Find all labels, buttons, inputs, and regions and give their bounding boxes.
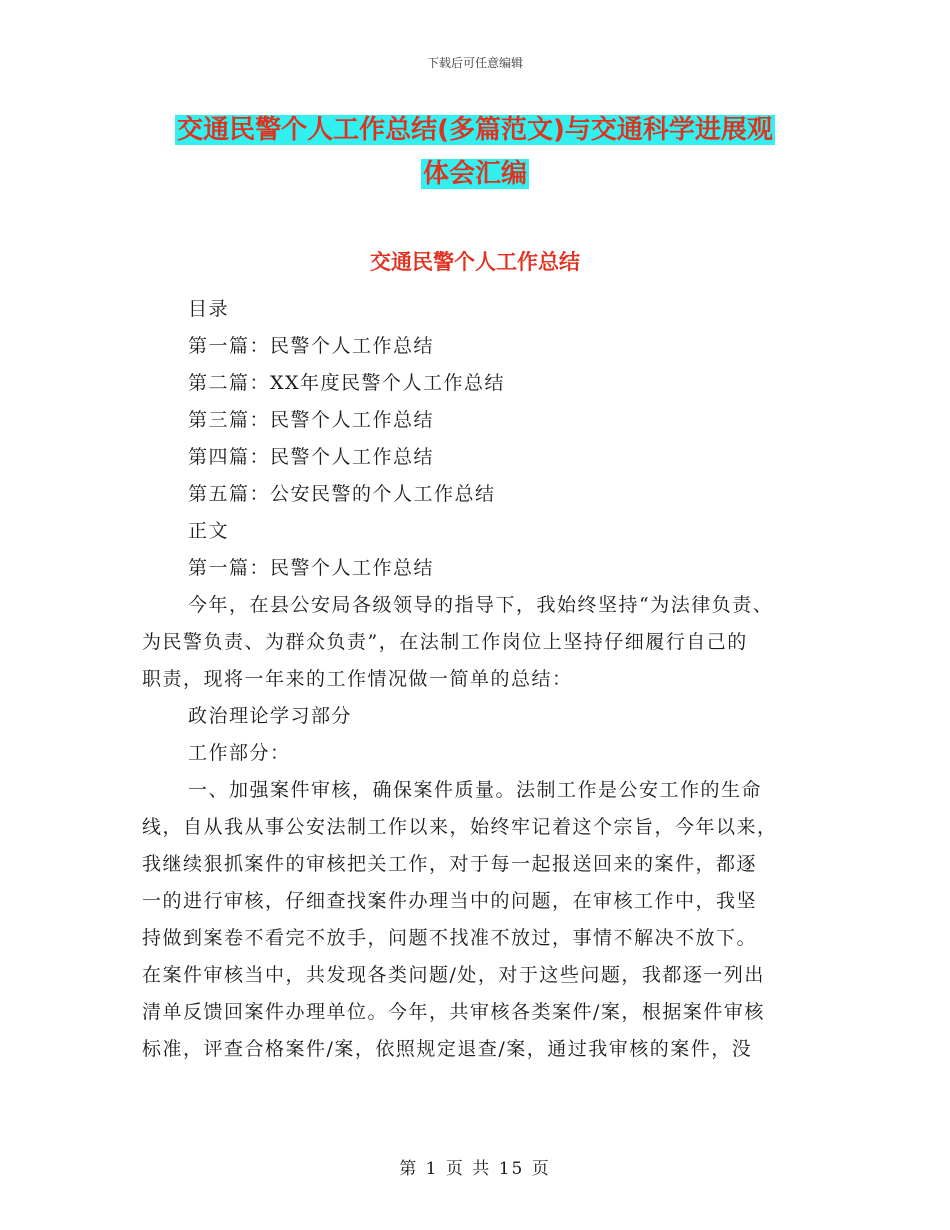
paragraph-line: 线，自从我从事公安法制工作以来，始终牢记着这个宗旨，今年以来， xyxy=(142,816,778,838)
section-title: 交通民警个人工作总结 xyxy=(370,250,580,274)
toc-item: 第一篇：民警个人工作总结 xyxy=(188,335,435,357)
toc-item: 第四篇：民警个人工作总结 xyxy=(188,446,435,468)
paragraph-line: 一、加强案件审核，确保案件质量。法制工作是公安工作的生命 xyxy=(188,779,763,801)
paragraph-line: 职责，现将一年来的工作情况做一简单的总结： xyxy=(142,668,573,690)
paragraph-line: 我继续狠抓案件的审核把关工作，对于每一起报送回来的案件，都逐 xyxy=(142,853,758,875)
paragraph-line: 在案件审核当中，共发现各类问题/处，对于这些问题，我都逐一列出 xyxy=(142,964,765,986)
chapter-heading: 第一篇：民警个人工作总结 xyxy=(188,557,435,579)
page-number-footer: 第 1 页 共 15 页 xyxy=(399,1159,551,1179)
body-label: 正文 xyxy=(188,520,230,542)
document-title-line-1: 交通民警个人工作总结(多篇范文)与交通科学进展观 xyxy=(177,115,773,145)
paragraph-line: 为民警负责、为群众负责”，在法制工作岗位上坚持仔细履行自己的 xyxy=(142,631,748,653)
paragraph-line: 一的进行审核，仔细查找案件办理当中的问题，在审核工作中，我坚 xyxy=(142,890,758,912)
paragraph-line: 持做到案卷不看完不放手，问题不找准不放过，事情不解决不放下。 xyxy=(142,927,758,949)
toc-item: 第三篇：民警个人工作总结 xyxy=(188,409,435,431)
toc-item: 第二篇：XX年度民警个人工作总结 xyxy=(188,372,506,394)
toc-label: 目录 xyxy=(188,298,230,320)
document-title-line-2: 体会汇编 xyxy=(422,159,527,189)
paragraph-line: 政治理论学习部分 xyxy=(188,705,353,727)
toc-item: 第五篇：公安民警的个人工作总结 xyxy=(188,483,496,505)
paragraph-line: 标准，评查合格案件/案，依照规定退查/案，通过我审核的案件，没 xyxy=(142,1038,753,1060)
paragraph-line: 清单反馈回案件办理单位。今年，共审核各类案件/案，根据案件审核 xyxy=(142,1001,765,1023)
document-body xyxy=(142,291,807,1068)
document-title xyxy=(0,108,950,196)
paragraph-line: 今年，在县公安局各级领导的指导下，我始终坚持“为法律负责、 xyxy=(188,594,774,616)
page-header-note: 下载后可任意编辑 xyxy=(426,56,523,70)
paragraph-line: 工作部分： xyxy=(188,742,291,764)
